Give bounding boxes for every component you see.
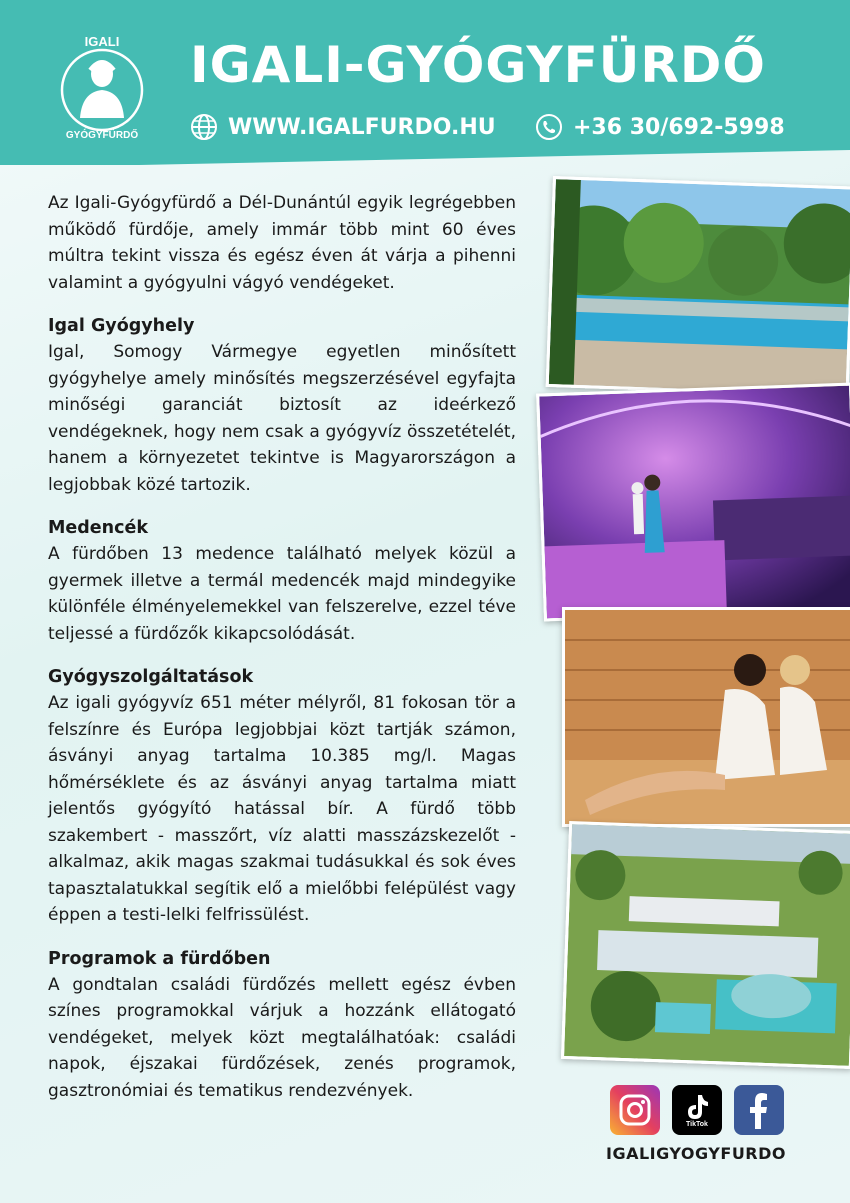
phone-text: +36 30/692-5998 [573,114,785,140]
bath-logo [52,32,152,142]
outdoor-pool-photo [546,176,850,397]
section-medencek [48,515,516,647]
logo-top-text: IGALI [84,34,120,49]
section-body: A gondtalan családi fürdőzés mellett egész évben színes programokkal várjuk a hozzánk ellátogató vendégeket, melyek közt megtalálhatóak: családi napok, éjszakai fürdőzések, zenés programok, gasztronómiai és tematikus rendezvények. [48,974,516,1101]
instagram-icon[interactable] [610,1085,660,1135]
logo-bottom-text: GYÓGYFÜRDŐ [65,130,139,141]
section-heading: Medencék [48,518,149,538]
section-igal-gyogyhely [48,313,516,498]
website-link[interactable] [190,114,496,140]
tiktok-label: TikTok [686,1120,708,1128]
page-title: IGALI-GYÓGYFÜRDŐ [190,36,766,94]
section-body: A fürdőben 13 medence található melyek közül a gyermek illetve a termál medencék majd mindegyike különféle élményelemekkel van felszerelve, ezzel téve teljessé a fürdőzők kikapcsolódását. [48,544,516,644]
social-icons [610,1085,784,1135]
aerial-view-photo [561,821,850,1069]
globe-icon [190,113,218,141]
phone-link[interactable] [535,114,785,140]
main-text [48,190,516,1121]
section-gyogyszolgaltatasok [48,664,516,929]
section-heading: Gyógyszolgáltatások [48,667,254,687]
facebook-icon[interactable] [734,1085,784,1135]
social-handle: IGALIGYOGYFURDO [606,1144,787,1163]
website-text: WWW.IGALFURDO.HU [228,114,496,140]
section-heading: Programok a fürdőben [48,948,271,969]
section-body: Az igali gyógyvíz 651 méter mélyről, 81 fokosan tör a felszínre és Európa legjobbjai közt tartják számon, ásványi anyag tartalma 10.385 mg/l. Magas hőmérséklete és az ásványi anyag tartalma miatt jelentős gyógyító hatással bír. A fürdő több szakembert - masszőrt, víz alatti masszázskezelőt - alkalmaz, akik magas szakmai tudásukkal és sok éves tapasztalatukkal segítik elő a mielőbbi felépülést vagy éppen a testi-lelki felfrissülést. [48,693,516,925]
sauna-photo [562,607,850,827]
intro-paragraph: Az Igali-Gyógyfürdő a Dél-Dunántúl egyik legrégebben működő fürdője, amely immár több mint 60 éves múltra tekint vissza és egész éven át várja a pihenni valamint a gyógyulni vágyó vendégeket. [48,193,516,293]
intro-section [48,190,516,296]
section-programok [48,946,516,1105]
section-heading: Igal Gyógyhely [48,316,195,336]
phone-icon [535,113,563,141]
section-body: Igal, Somogy Vármegye egyetlen minősített gyógyhelye amely minősítés megszerzésével egyfajta minőségi garanciát biztosít az ideérkező vendégeknek, hogy nem csak a gyógyvíz összetételét, hanem a környezetet tekintve is Magyarországon a legjobbak közé tartozik. [48,342,516,495]
night-show-photo [536,383,850,622]
tiktok-icon[interactable] [672,1085,722,1135]
